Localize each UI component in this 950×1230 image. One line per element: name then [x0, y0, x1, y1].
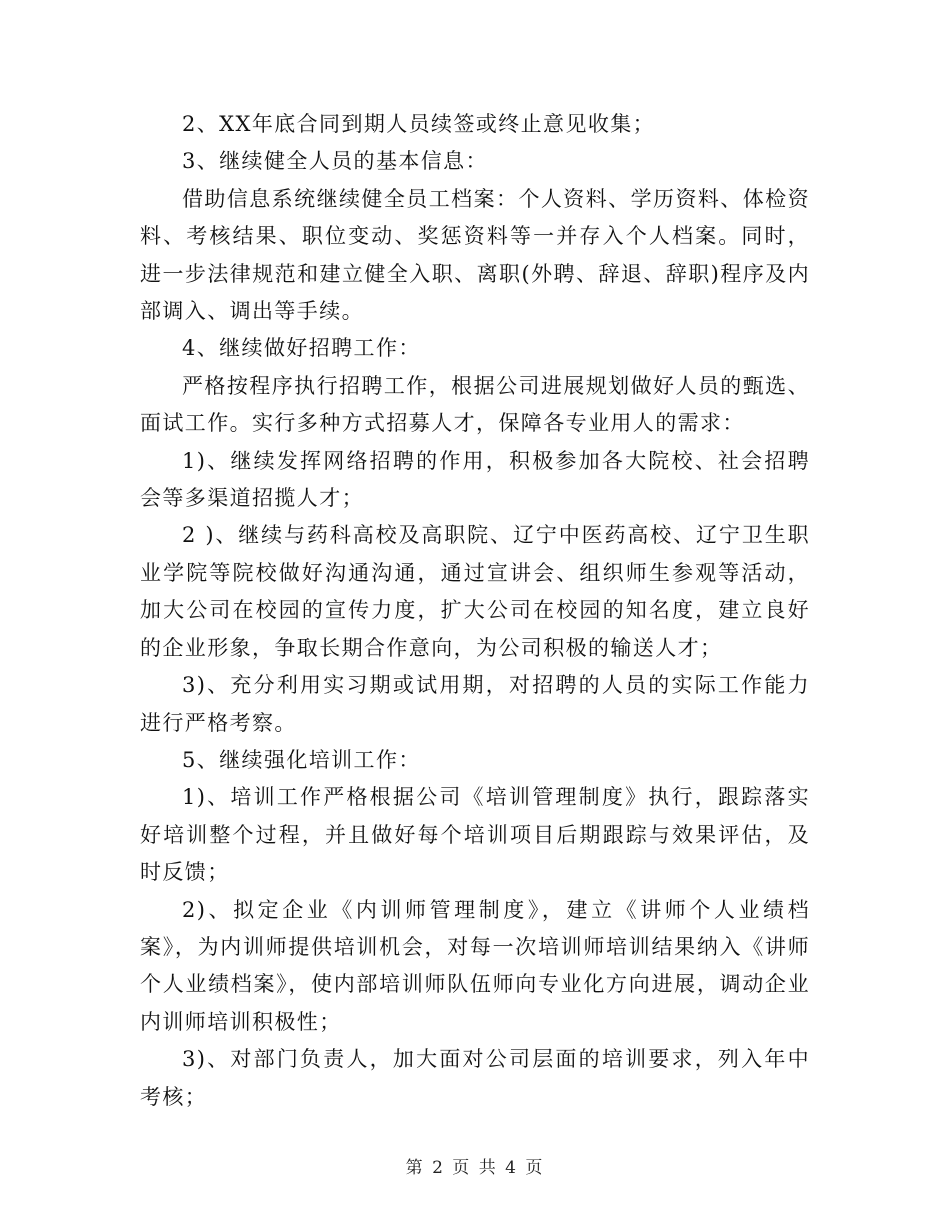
section-heading: 4、继续做好招聘工作：: [182, 336, 421, 361]
section-heading: 3、继续健全人员的基本信息：: [182, 149, 488, 174]
list-item: 3)、对部门负责人，加大面对公司层面的培训要求，列入年中考核；: [140, 1047, 810, 1109]
page-number-footer: 第 2 页 共 4 页: [405, 1158, 545, 1178]
paragraph: 严格按程序执行招聘工作，根据公司进展规划做好人员的甄选、面试工作。实行多种方式招募人才，保障各专业用人的需求：: [140, 373, 810, 436]
list-item: 1)、继续发挥网络招聘的作用，积极参加各大院校、社会招聘会等多渠道招揽人才；: [140, 448, 810, 511]
list-item: 1)、培训工作严格根据公司《培训管理制度》执行，跟踪落实好培训整个过程，并且做好每个培训项目后期跟踪与效果评估，及时反馈；: [140, 785, 810, 885]
paragraph: 借助信息系统继续健全员工档案：个人资料、学历资料、体检资料、考核结果、职位变动、奖惩资料等一并存入个人档案。同时，进一步法律规范和建立健全入职、离职(外聘、辞退、辞职)程序及内部调入、调出等手续。: [140, 186, 810, 324]
document-body: [140, 106, 810, 1116]
section-heading: 5、继续强化培训工作：: [182, 747, 421, 772]
list-item: 2)、拟定企业《内训师管理制度》，建立《讲师个人业绩档案》，为内训师提供培训机会，对每一次培训师培训结果纳入《讲师个人业绩档案》，使内部培训师队伍师向专业化方向进展，调动企业内训师培训积极性；: [140, 897, 810, 1034]
list-item: 2 )、继续与药科高校及高职院、辽宁中医药高校、辽宁卫生职业学院等院校做好沟通沟通，通过宣讲会、组织师生参观等活动，加大公司在校园的宣传力度，扩大公司在校园的知名度，建立良好的企业形象，争取长期合作意向，为公司积极的输送人才；: [140, 523, 810, 660]
list-item: 3)、充分利用实习期或试用期，对招聘的人员的实际工作能力进行严格考察。: [140, 673, 810, 735]
paragraph: 2、XX年底合同到期人员续签或终止意见收集；: [182, 112, 656, 136]
